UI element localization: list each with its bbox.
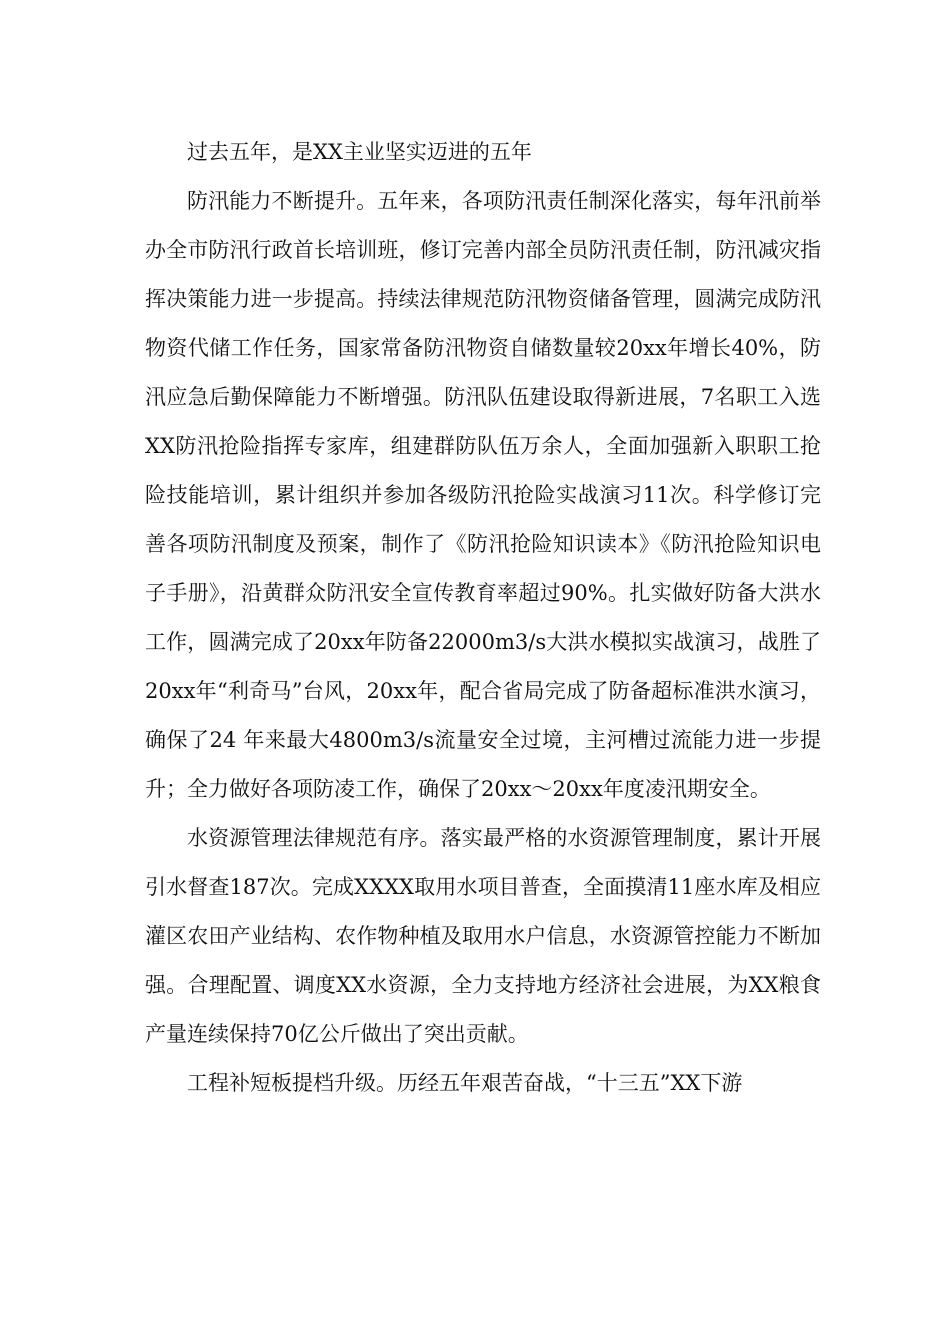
paragraph-engineering: 工程补短板提档升级。历经五年艰苦奋战，“十三五”XX下游 xyxy=(187,1071,743,1095)
paragraph-flood-control: 防汛能力不断提升。五年来，各项防汛责任制深化落实，每年汛前举办全市防汛行政首长培训班，修订完善内部全员防汛责任制，防汛减灾指挥决策能力进一步提高。持续法律规范防汛物资储备管理，圆满完成防汛物资代储工作任务，国家常备防汛物资自储数量较20xx年增长40%，防汛应急后勤保障能力不断增强。防汛队伍建设取得新进展，7名职工入选XX防汛抢险指挥专家库，组建群防队伍万余人，全面加强新入职职工抢险技能培训，累计组织并参加各级防汛抢险实战演习11次。科学修订完善各项防汛制度及预案，制作了《防汛抢险知识读本》《防汛抢险知识电子手册》，沿黄群众防汛安全宣传教育率超过90%。扎实做好防备大洪水工作，圆满完成了20xx年防备22000m3/s大洪水模拟实战演习，战胜了20xx年“利奇马”台风，20xx年，配合省局完成了防备超标准洪水演习，确保了24 年来最大4800m3/s流量安全过境，主河槽过流能力进一步提升；全力做好各项防凌工作，确保了20xx～20xx年度凌汛期安全。 xyxy=(145,189,821,801)
document-heading: 过去五年，是XX主业坚实迈进的五年 xyxy=(187,140,532,164)
document-body xyxy=(145,128,821,1108)
paragraph-water-resources: 水资源管理法律规范有序。落实最严格的水资源管理制度，累计开展引水督查187次。完成XXXX取用水项目普查，全面摸清11座水库及相应灌区农田产业结构、农作物种植及取用水户信息，水资源管控能力不断加强。合理配置、调度XX水资源，全力支持地方经济社会进展，为XX粮食产量连续保持70亿公斤做出了突出贡献。 xyxy=(145,826,821,1046)
